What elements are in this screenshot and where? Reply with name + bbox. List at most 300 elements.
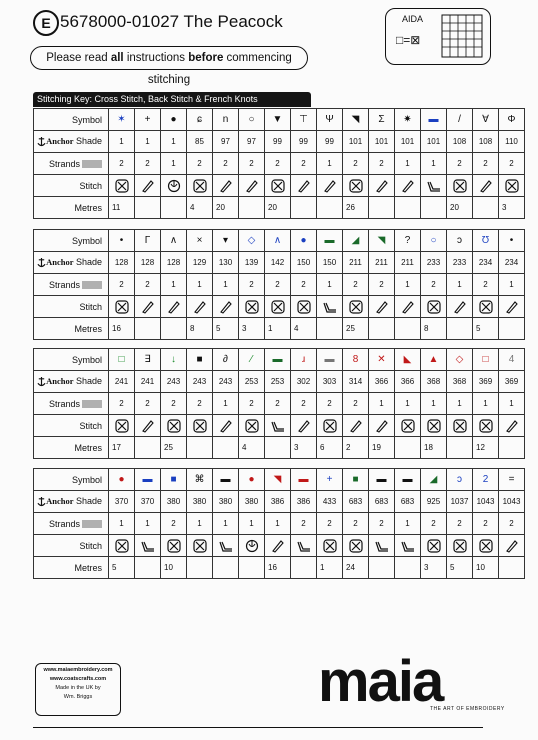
symbol-cell (395, 469, 421, 491)
metres-cell (499, 318, 525, 340)
stitch-cell (161, 535, 187, 557)
row-label-strands (34, 274, 109, 296)
symbol-cell (447, 230, 473, 252)
metres-cell: 1 (317, 557, 343, 579)
stitch-cell (161, 415, 187, 437)
strands-cell: 2 (291, 513, 317, 535)
stitching-key-table (33, 108, 525, 219)
key-row-metres (34, 318, 525, 340)
metres-cell: 5 (213, 318, 239, 340)
metres-cell: 24 (343, 557, 369, 579)
shade-cell: 1037 (447, 491, 473, 513)
thread-symbol: Ψ (325, 114, 334, 125)
stitch-cell (395, 175, 421, 197)
symbol-cell (447, 349, 473, 371)
thread-symbol: ○ (430, 235, 437, 246)
stitch-cell (187, 535, 213, 557)
stitch-cell (187, 175, 213, 197)
shade-cell: 142 (265, 252, 291, 274)
symbol-cell (447, 469, 473, 491)
shade-cell: 129 (187, 252, 213, 274)
thread-symbol: ɹ (301, 354, 306, 365)
thread-symbol: ◥ (273, 474, 282, 485)
symbol-cell (239, 230, 265, 252)
shade-cell: 211 (369, 252, 395, 274)
thread-symbol: ▬ (142, 474, 153, 485)
thread-symbol: Σ (378, 114, 385, 125)
strands-icon (82, 281, 102, 289)
row-label-strands (34, 513, 109, 535)
metres-cell: 3 (421, 557, 447, 579)
key-row-symbol (34, 469, 525, 491)
strands-cell: 2 (239, 393, 265, 415)
shade-cell: 85 (187, 131, 213, 153)
aida-label: AIDA (402, 14, 424, 24)
half-stitch-icon (219, 179, 233, 193)
symbol-cell (473, 230, 499, 252)
symbol-cell (187, 230, 213, 252)
thread-symbol: Γ (144, 235, 151, 246)
stitch-cell (499, 535, 525, 557)
symbol-cell (421, 230, 447, 252)
anchor-brand-label: Anchor (46, 375, 74, 386)
back-stitch-icon (323, 300, 337, 314)
half-stitch-icon (453, 300, 467, 314)
shade-cell: 128 (161, 252, 187, 274)
cross-stitch-icon (479, 419, 493, 433)
metres-cell (135, 557, 161, 579)
shade-cell: 1 (109, 131, 135, 153)
back-stitch-icon (141, 539, 155, 553)
strands-cell: 2 (161, 393, 187, 415)
key-row-metres (34, 197, 525, 219)
symbol-cell (135, 469, 161, 491)
cross-stitch-icon (115, 539, 129, 553)
cross-stitch-icon (453, 419, 467, 433)
half-stitch-icon (141, 300, 155, 314)
symbol-cell (343, 349, 369, 371)
anchor-brand-label: Anchor (46, 256, 74, 267)
symbol-cell (317, 349, 343, 371)
strands-cell: 2 (109, 274, 135, 296)
cross-stitch-icon (401, 419, 415, 433)
metres-cell (395, 557, 421, 579)
metres-cell (213, 437, 239, 459)
cross-stitch-icon (245, 419, 259, 433)
stitch-cell (447, 415, 473, 437)
shade-cell: 128 (109, 252, 135, 274)
half-stitch-icon (271, 539, 285, 553)
anchor-icon (37, 496, 46, 507)
key-row-stitch (34, 296, 525, 318)
metres-cell: 12 (473, 437, 499, 459)
thread-symbol: ◢ (429, 474, 438, 485)
shade-cell: 433 (317, 491, 343, 513)
thread-symbol: ∃ (144, 354, 151, 365)
shade-label: Shade (73, 135, 102, 146)
strands-cell: 1 (265, 513, 291, 535)
metres-cell (135, 318, 161, 340)
metres-cell (369, 557, 395, 579)
shade-cell: 101 (369, 131, 395, 153)
strands-cell: 2 (187, 153, 213, 175)
row-label-stitch: Stitch (34, 535, 109, 557)
metres-cell (239, 197, 265, 219)
thread-symbol: 4 (508, 354, 515, 365)
metres-cell (447, 318, 473, 340)
key-row-shade (34, 131, 525, 153)
shade-cell: 368 (421, 371, 447, 393)
cross-stitch-icon (349, 179, 363, 193)
stitch-cell (343, 535, 369, 557)
shade-cell: 234 (499, 252, 525, 274)
stitch-cell (317, 535, 343, 557)
strands-cell: 2 (135, 274, 161, 296)
shade-label: Shade (73, 375, 102, 386)
aida-box (385, 8, 491, 65)
shade-cell: 683 (369, 491, 395, 513)
shade-cell: 97 (239, 131, 265, 153)
cross-stitch-icon (115, 179, 129, 193)
stitch-cell (473, 415, 499, 437)
strands-cell: 1 (109, 513, 135, 535)
stitch-cell (473, 296, 499, 318)
metres-cell: 4 (239, 437, 265, 459)
strands-cell: 2 (421, 274, 447, 296)
cross-stitch-icon (193, 419, 207, 433)
strands-cell: 2 (213, 153, 239, 175)
shade-cell: 366 (369, 371, 395, 393)
shade-cell: 386 (265, 491, 291, 513)
cross-stitch-icon (349, 300, 363, 314)
symbol-cell (421, 109, 447, 131)
shade-cell: 99 (265, 131, 291, 153)
stitch-cell (161, 296, 187, 318)
half-stitch-icon (349, 419, 363, 433)
half-stitch-icon (141, 179, 155, 193)
shade-cell: 386 (291, 491, 317, 513)
thread-symbol: ● (248, 474, 255, 485)
strands-cell: 2 (317, 513, 343, 535)
symbol-cell (239, 469, 265, 491)
strands-cell: 2 (343, 393, 369, 415)
strands-cell: 1 (421, 153, 447, 175)
key-row-stitch (34, 415, 525, 437)
stitching-key-title: Stitching Key: Cross Stitch, Back Stitch & French Knots (33, 92, 311, 107)
key-row-strands (34, 393, 525, 415)
strands-cell: 2 (499, 153, 525, 175)
metres-cell (161, 197, 187, 219)
strands-icon (82, 160, 102, 168)
strands-cell: 2 (473, 274, 499, 296)
shade-cell: 234 (473, 252, 499, 274)
row-label-anchor-shade (34, 371, 109, 393)
symbol-cell (187, 469, 213, 491)
half-stitch-icon (375, 179, 389, 193)
thread-symbol: • (119, 235, 124, 246)
metres-cell (135, 197, 161, 219)
symbol-cell (499, 230, 525, 252)
key-row-stitch (34, 535, 525, 557)
half-stitch-icon (375, 300, 389, 314)
thread-symbol: Φ (507, 114, 516, 125)
stitch-cell (369, 535, 395, 557)
row-label-anchor-shade (34, 491, 109, 513)
metres-cell: 5 (109, 557, 135, 579)
thread-symbol: ● (118, 474, 125, 485)
symbol-cell (213, 230, 239, 252)
brand-tagline: THE ART OF EMBROIDERY (430, 706, 505, 712)
metres-cell (135, 437, 161, 459)
key-row-strands (34, 513, 525, 535)
metres-cell: 20 (447, 197, 473, 219)
row-label-metres: Metres (34, 197, 109, 219)
cross-stitch-icon (479, 300, 493, 314)
cross-stitch-icon (167, 539, 181, 553)
metres-cell (291, 557, 317, 579)
strands-cell: 2 (421, 513, 447, 535)
stitch-cell (421, 296, 447, 318)
strands-cell: 1 (395, 393, 421, 415)
thread-symbol: 2 (482, 474, 489, 485)
key-row-symbol (34, 230, 525, 252)
thread-symbol: ▬ (272, 354, 283, 365)
half-stitch-icon (323, 179, 337, 193)
symbol-cell (109, 109, 135, 131)
stitch-cell (447, 535, 473, 557)
cross-stitch-icon (349, 539, 363, 553)
stitch-cell (265, 175, 291, 197)
stitching-key-table (33, 229, 525, 340)
metres-cell (213, 557, 239, 579)
symbol-cell (187, 109, 213, 131)
key-row-shade (34, 491, 525, 513)
back-stitch-icon (427, 179, 441, 193)
strands-label: Strands (48, 518, 80, 529)
thread-symbol: ▬ (220, 474, 231, 485)
metres-cell (369, 197, 395, 219)
strands-cell: 2 (291, 274, 317, 296)
stitch-cell (135, 535, 161, 557)
half-stitch-icon (505, 300, 519, 314)
thread-symbol: • (509, 235, 514, 246)
metres-cell: 10 (473, 557, 499, 579)
thread-symbol: ○ (248, 114, 255, 125)
row-label-symbol: Symbol (34, 349, 109, 371)
strands-cell: 2 (239, 274, 265, 296)
back-stitch-icon (375, 539, 389, 553)
shade-cell: 150 (317, 252, 343, 274)
symbol-cell (369, 349, 395, 371)
symbol-cell (265, 469, 291, 491)
stitch-cell (135, 175, 161, 197)
strands-cell: 2 (317, 393, 343, 415)
back-stitch-icon (297, 539, 311, 553)
row-label-symbol: Symbol (34, 230, 109, 252)
strands-cell: 1 (213, 513, 239, 535)
cross-stitch-icon (479, 539, 493, 553)
shade-cell: 243 (213, 371, 239, 393)
half-stitch-icon (401, 300, 415, 314)
row-label-metres: Metres (34, 318, 109, 340)
cross-stitch-icon (453, 179, 467, 193)
strands-cell: 1 (369, 393, 395, 415)
metres-cell: 2 (343, 437, 369, 459)
shade-cell: 380 (187, 491, 213, 513)
thread-symbol: ✶ (117, 114, 126, 125)
cross-stitch-icon (427, 300, 441, 314)
symbol-cell (109, 230, 135, 252)
metres-cell (395, 437, 421, 459)
page-title: 5678000-01027 The Peacock (60, 12, 283, 31)
thread-symbol: ↓ (171, 354, 176, 365)
metres-cell: 26 (343, 197, 369, 219)
anchor-icon (37, 376, 46, 387)
symbol-cell (187, 349, 213, 371)
stitch-cell (317, 415, 343, 437)
symbol-cell (447, 109, 473, 131)
thread-symbol: ∀ (482, 114, 489, 125)
metres-cell: 3 (239, 318, 265, 340)
strands-cell: 2 (473, 513, 499, 535)
shade-cell: 211 (395, 252, 421, 274)
stitch-cell (161, 175, 187, 197)
thread-symbol: Ʊ (481, 235, 490, 246)
stitch-cell (239, 415, 265, 437)
strands-cell: 2 (473, 153, 499, 175)
metres-cell: 19 (369, 437, 395, 459)
anchor-icon (37, 136, 46, 147)
strands-cell: 2 (369, 274, 395, 296)
aida-grid-icon (441, 14, 483, 58)
metres-cell: 25 (343, 318, 369, 340)
strands-cell: 2 (447, 513, 473, 535)
strands-cell: 2 (109, 153, 135, 175)
thread-symbol: ↄ (457, 474, 462, 485)
metres-cell (239, 557, 265, 579)
french-knot-icon (167, 179, 181, 193)
symbol-cell (291, 230, 317, 252)
metres-cell (187, 437, 213, 459)
anchor-icon (37, 257, 46, 268)
symbol-cell (317, 469, 343, 491)
strands-cell: 1 (317, 153, 343, 175)
thread-symbol: ▼ (272, 114, 283, 125)
strands-cell: 1 (421, 393, 447, 415)
stitch-cell (499, 415, 525, 437)
strands-cell: 1 (499, 393, 525, 415)
metres-cell: 25 (161, 437, 187, 459)
stitch-cell (499, 175, 525, 197)
strands-cell: 2 (369, 153, 395, 175)
stitch-cell (421, 415, 447, 437)
key-row-symbol (34, 349, 525, 371)
shade-cell: 97 (213, 131, 239, 153)
symbol-cell (421, 349, 447, 371)
symbol-cell (369, 469, 395, 491)
half-stitch-icon (297, 419, 311, 433)
key-row-strands (34, 153, 525, 175)
stitch-cell (317, 296, 343, 318)
metres-cell: 16 (265, 557, 291, 579)
half-stitch-icon (141, 419, 155, 433)
strands-label: Strands (48, 158, 80, 169)
strands-cell: 2 (343, 153, 369, 175)
back-stitch-icon (401, 539, 415, 553)
strands-cell: 1 (447, 274, 473, 296)
stitch-cell (291, 535, 317, 557)
strands-cell: 1 (447, 393, 473, 415)
thread-symbol: ▬ (402, 474, 413, 485)
half-stitch-icon (401, 179, 415, 193)
edition-badge: E (33, 10, 59, 36)
thread-symbol: □ (482, 354, 489, 365)
thread-symbol: ● (300, 235, 307, 246)
website-coats[interactable]: www.coatscrafts.com (49, 676, 107, 682)
metres-cell (265, 437, 291, 459)
metres-cell: 8 (187, 318, 213, 340)
shade-cell: 128 (135, 252, 161, 274)
symbol-cell (499, 469, 525, 491)
stitch-cell (213, 296, 239, 318)
metres-cell (395, 197, 421, 219)
stitch-cell (369, 175, 395, 197)
stitch-cell (291, 415, 317, 437)
thread-symbol: ∧ (273, 235, 282, 246)
symbol-cell (109, 349, 135, 371)
metres-cell (473, 197, 499, 219)
stitch-cell (187, 415, 213, 437)
stitching-key-table (33, 468, 525, 579)
cross-stitch-icon (323, 539, 337, 553)
metres-cell: 3 (499, 197, 525, 219)
shade-cell: 369 (473, 371, 499, 393)
row-label-stitch: Stitch (34, 415, 109, 437)
cross-stitch-icon (271, 300, 285, 314)
stitch-cell (135, 296, 161, 318)
symbol-cell (239, 109, 265, 131)
shade-cell: 110 (499, 131, 525, 153)
strands-icon (82, 400, 102, 408)
strands-cell: 1 (187, 513, 213, 535)
symbol-cell (161, 230, 187, 252)
row-label-anchor-shade (34, 131, 109, 153)
shade-cell: 243 (187, 371, 213, 393)
shade-cell: 101 (343, 131, 369, 153)
symbol-cell (369, 109, 395, 131)
strands-cell: 2 (265, 274, 291, 296)
strands-cell: 1 (161, 153, 187, 175)
shade-cell: 253 (239, 371, 265, 393)
strands-cell: 2 (369, 513, 395, 535)
stitch-cell (213, 175, 239, 197)
website-maia[interactable]: www.maiaembroidery.com (43, 667, 113, 673)
row-label-strands (34, 153, 109, 175)
thread-symbol: / (458, 114, 461, 125)
stitch-cell (239, 296, 265, 318)
shade-cell: 233 (421, 252, 447, 274)
thread-symbol: ◇ (455, 354, 464, 365)
strands-cell: 1 (213, 393, 239, 415)
cross-stitch-icon (193, 179, 207, 193)
symbol-cell (395, 349, 421, 371)
thread-symbol: ▬ (324, 354, 335, 365)
shade-cell: 1 (161, 131, 187, 153)
stitch-cell (291, 175, 317, 197)
shade-cell: 369 (499, 371, 525, 393)
shade-cell: 1 (135, 131, 161, 153)
shade-cell: 241 (109, 371, 135, 393)
